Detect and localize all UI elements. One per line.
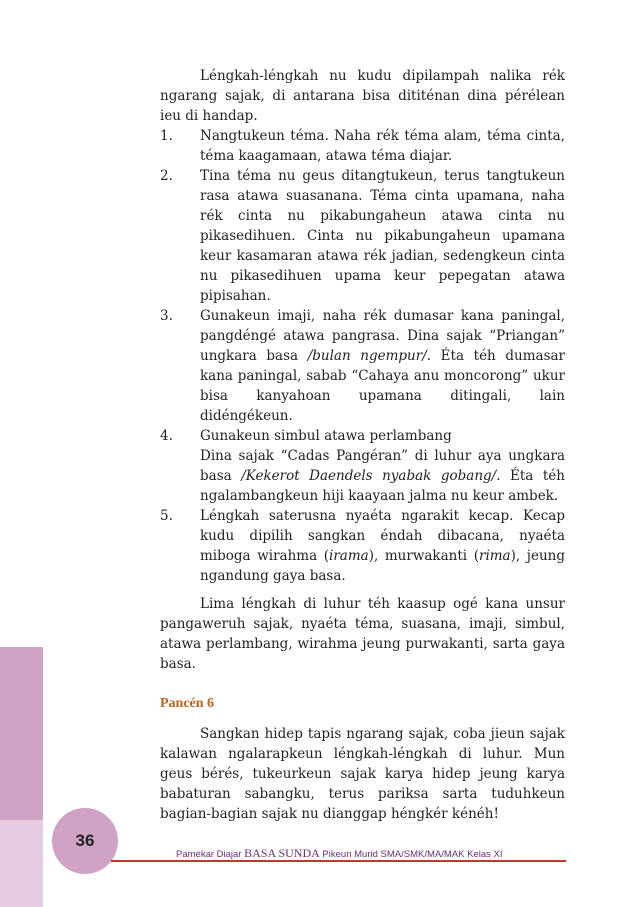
summary-paragraph: Lima léngkah di luhur téh kaasup ogé kana unsur pangaweruh sajak, nyaéta téma, suasana, imaji, simbul, atawa perlambang, wirahma jeung purwakanti, sarta gaya basa. [160,596,565,672]
list-item: 3. Gunakeun imaji, naha rék dumasar kana paningal, pangdéngé atawa pangrasa. Dina sajak “Priangan” ungkara basa /bulan ngempur/. Éta téh dumasar kana paningal, sabab “Cahaya anu moncorong” ukur bisa kanyahoan upamana ditingali, lain didéngékeun. [160,308,565,424]
list-item: 2. Tina téma nu geus ditangtukeun, terus tangtukeun rasa atawa suasanana. Téma cinta upamana, naha rék cinta nu pikabungaheun atawa cinta nu pikasedihuen. Cinta nu pikabungaheun upamana keur kasamaran atawa rék jadian, sedengkeun cinta nu pikasedihuen upama keur pepegatan atawa pipisahan. [160,168,565,304]
footer-text: Pamekar Diajar BASA SUNDA Pikeun Murid SMA/SMK/MA/MAK Kelas XI [176,846,503,860]
list-item: 1. Nangtukeun téma. Naha rék téma alam, téma cinta, téma kaagamaan, atawa téma diajar. [160,128,565,164]
footer-rule [111,860,566,862]
page-number: 36 [75,831,95,850]
list-item: 5. Léngkah saterusna nyaéta ngarakit kecap. Kecap kudu dipilih sangkan éndah dibacana, nyaéta miboga wirahma (irama), murwakanti (rima), jeung ngandung gaya basa. [160,508,565,584]
steps-list [160,126,565,586]
main-content [160,66,565,824]
task-heading: Pancén 6 [160,696,215,711]
task-paragraph: Sangkan hidep tapis ngarang sajak, coba jieun sajak kalawan ngalarapkeun léngkah-léngkah di luhur. Mun geus bérés, tukeurkeun sajak karya hidep jeung karya babaturan sabangku, terus pariksa sarta tuduhkeun bagian-bagian sajak nu dianggap héngkér kénéh! [160,726,565,822]
list-item: 4. Gunakeun simbul atawa perlambang Dina sajak “Cadas Pangéran” di luhur aya ungkara basa /Kekerot Daendels nyabak gobang/. Éta téh ngalambangkeun hiji kaayaan jalma nu keur ambek. [160,428,565,504]
page-number-badge [52,808,118,874]
sidebar-accent-light [0,820,43,907]
intro-paragraph: Léngkah-léngkah nu kudu dipilampah nalika rék ngarang sajak, di antarana bisa dititénan dina pérélean ieu di handap. [160,68,565,124]
